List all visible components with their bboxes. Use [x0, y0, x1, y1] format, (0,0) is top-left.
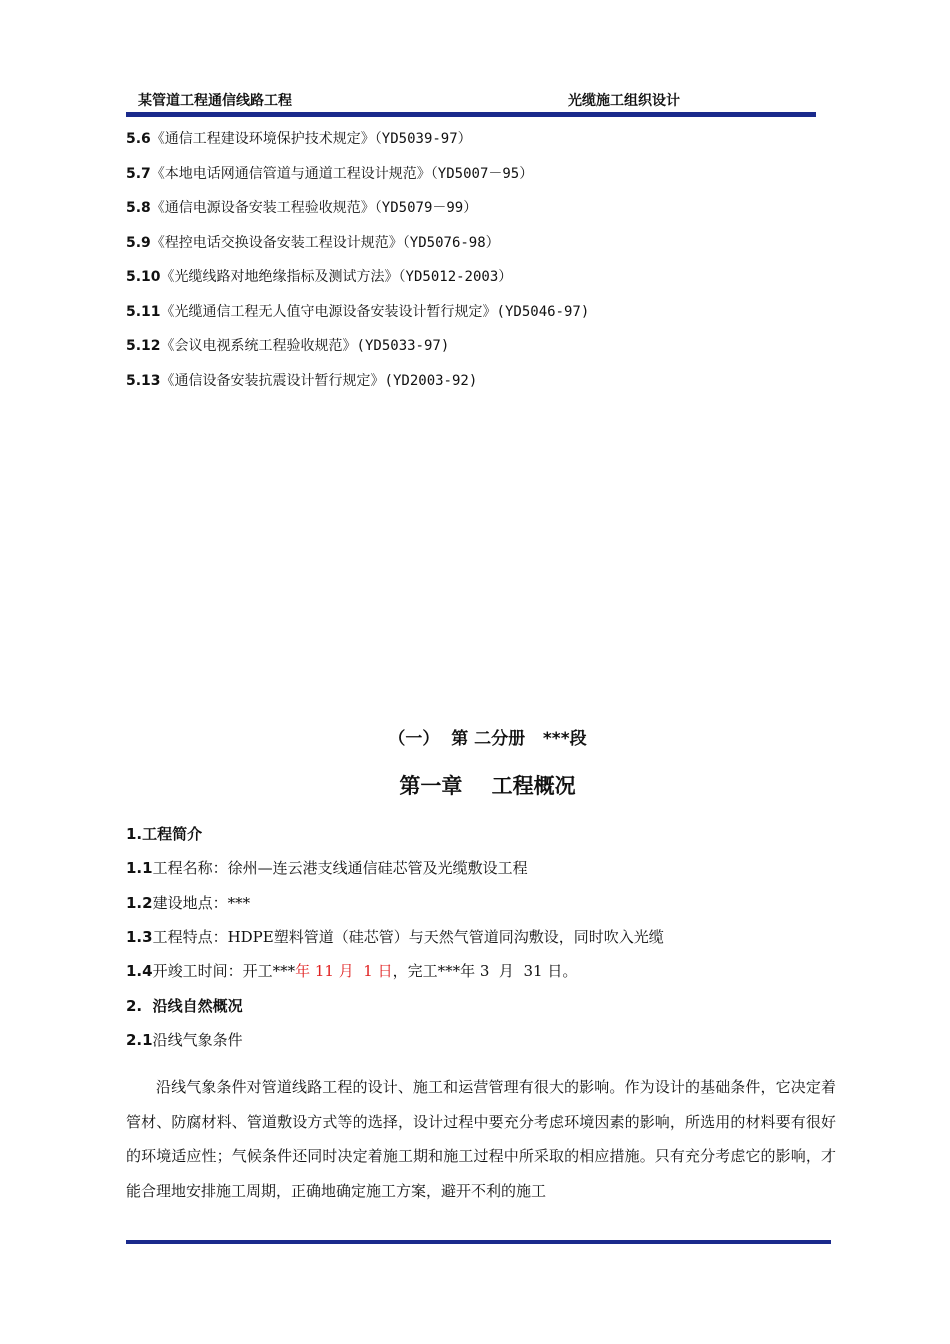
reference-text: 《通信工程建设环境保护技术规定》（YD5039-97） [150, 131, 472, 147]
reference-text: 《本地电话网通信管道与通道工程设计规范》（YD5007－95） [150, 165, 534, 182]
start-date-highlight: 年 11 月 1 日 [295, 962, 393, 980]
header-project-name: 某管道工程通信线路工程 [138, 93, 292, 109]
item-number: 1.2 [126, 894, 153, 912]
item-number: 1.4 [126, 962, 153, 980]
reference-number: 5.12 [126, 338, 161, 354]
item-number: 1.3 [126, 928, 153, 946]
reference-text: 《通信电源设备安装工程验收规范》（YD5079－99） [150, 200, 478, 216]
project-item-schedule [126, 960, 577, 982]
reference-text: 《光缆通信工程无人值守电源设备安装设计暂行规定》(YD5046-97) [160, 303, 590, 320]
reference-text: 《程控电话交换设备安装工程设计规范》（YD5076-98） [150, 234, 500, 251]
subsection-title: 沿线气象条件 [152, 1031, 243, 1049]
item-text: 工程特点：HDPE塑料管道（硅芯管）与天然气管道同沟敷设，同时吹入光缆 [152, 928, 664, 946]
reference-item [126, 335, 826, 370]
footer-divider [126, 1240, 831, 1244]
item-text: 建设地点：*** [152, 894, 251, 912]
reference-item [126, 128, 826, 163]
climate-paragraph [126, 1070, 836, 1208]
reference-number: 5.10 [126, 269, 161, 285]
item-text: 工程名称：徐州—连云港支线通信硅芯管及光缆敷设工程 [152, 859, 528, 877]
chapter-title: 第一章 工程概况 [399, 774, 576, 798]
reference-list [126, 128, 826, 404]
project-item [126, 857, 528, 879]
section-heading-natural-conditions: 2. 沿线自然概况 [126, 997, 243, 1015]
header-divider [126, 112, 816, 117]
reference-number: 5.9 [126, 234, 151, 251]
reference-number: 5.6 [126, 131, 151, 147]
section-heading-project-intro: 1.工程简介 [126, 825, 203, 843]
reference-number: 5.8 [126, 200, 151, 216]
project-item [126, 926, 664, 948]
paragraph-body: 沿线气象条件对管道线路工程的设计、施工和运营管理有很大的影响。作为设计的基础条件，它决定着管材、防腐材料、管道敷设方式等的选择，设计过程中要充分考虑环境因素的影响，所选用的材料要有很好的环境适应性；气候条件还同时决定着施工期和施工过程中所采取的相应措施。只有充分考虑它的影响，才能合理地安排施工周期，正确地确定施工方案，避开不利的施工 [126, 1078, 836, 1200]
item-number: 1.1 [126, 859, 153, 877]
reference-item [126, 370, 826, 405]
part-title: （一） 第 二分册 ***段 [388, 729, 587, 749]
project-item [126, 892, 250, 914]
reference-number: 5.13 [126, 372, 161, 389]
item-text: ，完工***年 3 月 31 日。 [392, 962, 578, 980]
item-text: 开竣工时间：开工*** [152, 962, 296, 980]
reference-text: 《通信设备安装抗震设计暂行规定》(YD2003-92) [160, 372, 478, 389]
reference-number: 5.11 [126, 303, 161, 320]
reference-item [126, 163, 826, 198]
reference-item [126, 266, 826, 301]
paragraph-text [126, 1070, 836, 1208]
reference-item [126, 301, 826, 336]
subsection-heading-climate [126, 1029, 243, 1051]
reference-text: 《光缆线路对地绝缘指标及测试方法》（YD5012-2003） [160, 269, 513, 285]
reference-number: 5.7 [126, 165, 151, 182]
header-document-title: 光缆施工组织设计 [568, 93, 680, 109]
reference-item [126, 232, 826, 267]
reference-item [126, 197, 826, 232]
subsection-number: 2.1 [126, 1031, 153, 1049]
reference-text: 《会议电视系统工程验收规范》(YD5033-97) [160, 338, 450, 354]
